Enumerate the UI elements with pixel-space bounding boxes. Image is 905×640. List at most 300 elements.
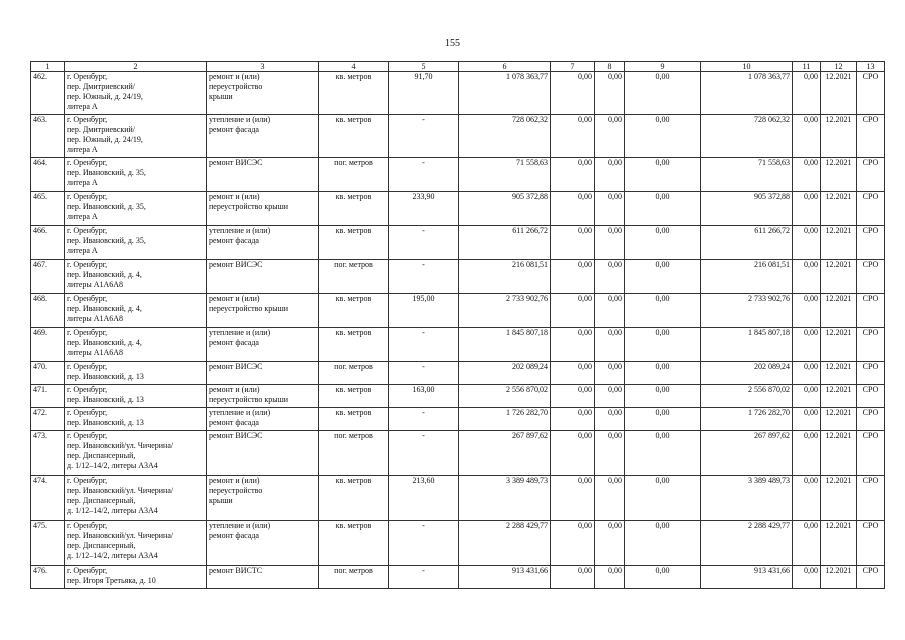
work-type-cell: [207, 226, 319, 260]
address-cell-line: г. Оренбург,: [67, 192, 108, 201]
row-number: 462.: [31, 72, 65, 115]
col10-cell: 1 726 282,70: [701, 408, 793, 431]
row-number: 465.: [31, 192, 65, 226]
col8-cell: 0,00: [595, 476, 625, 521]
col11-cell: 0,00: [793, 385, 821, 408]
volume-cell: -: [389, 115, 459, 158]
address-cell: [65, 260, 207, 294]
volume-cell: 163,00: [389, 385, 459, 408]
col7-cell: 0,00: [551, 294, 595, 328]
address-cell: [65, 408, 207, 431]
row-number: 468.: [31, 294, 65, 328]
col10-cell: 2 288 429,77: [701, 521, 793, 566]
unit-cell: кв. метров: [319, 385, 389, 408]
row-number: 469.: [31, 328, 65, 362]
col7-cell: 0,00: [551, 521, 595, 566]
address-cell-line: пер. Диспансерный,: [67, 541, 136, 550]
work-type-cell-line: утепление и (или): [209, 115, 271, 124]
volume-cell: 195,00: [389, 294, 459, 328]
col10-cell: 1 078 363,77: [701, 72, 793, 115]
work-type-cell: [207, 260, 319, 294]
address-cell-line: пер. Ивановский/ул. Чичерина/: [67, 486, 174, 495]
row-number: 466.: [31, 226, 65, 260]
col10-cell: 913 431,66: [701, 566, 793, 589]
address-cell-line: литеры А1А6А8: [67, 280, 124, 289]
col9-cell: 0,00: [625, 362, 701, 385]
work-type-cell-line: ремонт ВИСТС: [209, 566, 263, 575]
date-cell: 12.2021: [821, 72, 857, 115]
work-type-cell-line: ремонт и (или): [209, 72, 260, 81]
unit-cell: кв. метров: [319, 226, 389, 260]
address-cell-line: г. Оренбург,: [67, 385, 108, 394]
column-header-7: 7: [551, 62, 595, 72]
col10-cell: 611 266,72: [701, 226, 793, 260]
col11-cell: 0,00: [793, 362, 821, 385]
unit-cell: кв. метров: [319, 115, 389, 158]
method-cell: СРО: [857, 260, 885, 294]
address-cell-line: д. 1/12–14/2, литеры А3А4: [67, 506, 158, 515]
col10-cell: 202 089,24: [701, 362, 793, 385]
address-cell: [65, 158, 207, 192]
table-row: [31, 192, 885, 226]
date-cell: 12.2021: [821, 431, 857, 476]
column-header-13: 13: [857, 62, 885, 72]
unit-cell: кв. метров: [319, 192, 389, 226]
address-cell-line: пер. Южный, д. 24/19,: [67, 92, 143, 101]
col7-cell: 0,00: [551, 158, 595, 192]
work-type-cell-line: переустройство крыши: [209, 304, 289, 313]
date-cell: 12.2021: [821, 226, 857, 260]
address-cell-line: пер. Игоря Третьяка, д. 10: [67, 576, 156, 585]
row-number: 476.: [31, 566, 65, 589]
address-cell-line: пер. Диспансерный,: [67, 496, 136, 505]
address-cell-line: г. Оренбург,: [67, 431, 108, 440]
volume-cell: -: [389, 260, 459, 294]
work-type-cell-line: ремонт фасада: [209, 125, 259, 134]
address-cell-line: литера А: [67, 102, 98, 111]
col9-cell: 0,00: [625, 431, 701, 476]
address-cell-line: пер. Ивановский/ул. Чичерина/: [67, 441, 174, 450]
col8-cell: 0,00: [595, 260, 625, 294]
volume-cell: -: [389, 226, 459, 260]
col9-cell: 0,00: [625, 294, 701, 328]
method-cell: СРО: [857, 521, 885, 566]
col10-cell: 1 845 807,18: [701, 328, 793, 362]
work-type-cell-line: переустройство крыши: [209, 202, 289, 211]
col11-cell: 0,00: [793, 226, 821, 260]
col9-cell: 0,00: [625, 385, 701, 408]
col11-cell: 0,00: [793, 431, 821, 476]
col9-cell: 0,00: [625, 521, 701, 566]
col10-cell: 216 081,51: [701, 260, 793, 294]
cost-cell: 1 726 282,70: [459, 408, 551, 431]
col10-cell: 2 556 870,02: [701, 385, 793, 408]
table-row: [31, 260, 885, 294]
address-cell-line: д. 1/12–14/2, литеры А3А4: [67, 551, 158, 560]
table-row: [31, 226, 885, 260]
table-row: [31, 158, 885, 192]
work-type-cell-line: утепление и (или): [209, 226, 271, 235]
row-number: 474.: [31, 476, 65, 521]
col10-cell: 2 733 902,76: [701, 294, 793, 328]
table-body: [31, 72, 885, 589]
col9-cell: 0,00: [625, 72, 701, 115]
unit-cell: кв. метров: [319, 521, 389, 566]
address-cell-line: г. Оренбург,: [67, 72, 108, 81]
unit-cell: пог. метров: [319, 260, 389, 294]
volume-cell: -: [389, 566, 459, 589]
column-header-6: 6: [459, 62, 551, 72]
address-cell-line: г. Оренбург,: [67, 521, 108, 530]
col8-cell: 0,00: [595, 521, 625, 566]
work-type-cell: [207, 192, 319, 226]
cost-cell: 216 081,51: [459, 260, 551, 294]
work-type-cell-line: крыши: [209, 92, 233, 101]
column-header-12: 12: [821, 62, 857, 72]
col8-cell: 0,00: [595, 72, 625, 115]
cost-cell: 1 845 807,18: [459, 328, 551, 362]
unit-cell: пог. метров: [319, 158, 389, 192]
col10-cell: 71 558,63: [701, 158, 793, 192]
work-type-cell-line: ремонт ВИСЭС: [209, 431, 263, 440]
row-number: 464.: [31, 158, 65, 192]
col7-cell: 0,00: [551, 192, 595, 226]
cost-cell: 2 288 429,77: [459, 521, 551, 566]
col10-cell: 728 062,32: [701, 115, 793, 158]
cost-cell: 202 089,24: [459, 362, 551, 385]
volume-cell: -: [389, 408, 459, 431]
address-cell-line: пер. Дмитриевский/: [67, 125, 136, 134]
col10-cell: 267 897,62: [701, 431, 793, 476]
address-cell-line: литера А: [67, 212, 98, 221]
col7-cell: 0,00: [551, 408, 595, 431]
col11-cell: 0,00: [793, 476, 821, 521]
date-cell: 12.2021: [821, 521, 857, 566]
cost-cell: 2 733 902,76: [459, 294, 551, 328]
col10-cell: 905 372,88: [701, 192, 793, 226]
address-cell-line: г. Оренбург,: [67, 260, 108, 269]
cost-cell: 905 372,88: [459, 192, 551, 226]
method-cell: СРО: [857, 294, 885, 328]
column-header-5: 5: [389, 62, 459, 72]
address-cell: [65, 566, 207, 589]
work-type-cell: [207, 408, 319, 431]
col11-cell: 0,00: [793, 566, 821, 589]
work-type-cell: [207, 294, 319, 328]
cost-cell: 611 266,72: [459, 226, 551, 260]
table-row: [31, 328, 885, 362]
date-cell: 12.2021: [821, 260, 857, 294]
work-type-cell: [207, 521, 319, 566]
col9-cell: 0,00: [625, 476, 701, 521]
work-type-cell: [207, 476, 319, 521]
work-type-cell-line: ремонт и (или): [209, 476, 260, 485]
col9-cell: 0,00: [625, 260, 701, 294]
col7-cell: 0,00: [551, 476, 595, 521]
cost-cell: 1 078 363,77: [459, 72, 551, 115]
address-cell-line: пер. Ивановский, д. 13: [67, 372, 144, 381]
address-cell-line: г. Оренбург,: [67, 158, 108, 167]
capital-repair-table: [30, 61, 885, 589]
address-cell: [65, 328, 207, 362]
address-cell: [65, 362, 207, 385]
unit-cell: кв. метров: [319, 408, 389, 431]
row-number: 472.: [31, 408, 65, 431]
column-header-10: 10: [701, 62, 793, 72]
work-type-cell-line: ремонт ВИСЭС: [209, 362, 263, 371]
address-cell-line: г. Оренбург,: [67, 226, 108, 235]
address-cell-line: г. Оренбург,: [67, 328, 108, 337]
work-type-cell: [207, 362, 319, 385]
cost-cell: 2 556 870,02: [459, 385, 551, 408]
address-cell-line: г. Оренбург,: [67, 566, 108, 575]
col9-cell: 0,00: [625, 226, 701, 260]
col9-cell: 0,00: [625, 158, 701, 192]
method-cell: СРО: [857, 328, 885, 362]
col9-cell: 0,00: [625, 115, 701, 158]
method-cell: СРО: [857, 226, 885, 260]
address-cell-line: пер. Ивановский, д. 4,: [67, 270, 142, 279]
row-number: 475.: [31, 521, 65, 566]
work-type-cell: [207, 566, 319, 589]
work-type-cell-line: ремонт ВИСЭС: [209, 158, 263, 167]
table-row: [31, 294, 885, 328]
unit-cell: кв. метров: [319, 294, 389, 328]
work-type-cell: [207, 431, 319, 476]
col7-cell: 0,00: [551, 566, 595, 589]
col7-cell: 0,00: [551, 431, 595, 476]
column-header-8: 8: [595, 62, 625, 72]
address-cell-line: пер. Южный, д. 24/19,: [67, 135, 143, 144]
work-type-cell: [207, 385, 319, 408]
col9-cell: 0,00: [625, 566, 701, 589]
address-cell-line: пер. Ивановский, д. 35,: [67, 202, 146, 211]
date-cell: 12.2021: [821, 115, 857, 158]
work-type-cell: [207, 72, 319, 115]
work-type-cell-line: ремонт фасада: [209, 338, 259, 347]
address-cell-line: пер. Ивановский, д. 35,: [67, 236, 146, 245]
col8-cell: 0,00: [595, 115, 625, 158]
address-cell-line: литеры А1А6А8: [67, 348, 124, 357]
col11-cell: 0,00: [793, 72, 821, 115]
address-cell: [65, 226, 207, 260]
address-cell-line: г. Оренбург,: [67, 408, 108, 417]
work-type-cell: [207, 328, 319, 362]
col8-cell: 0,00: [595, 294, 625, 328]
table-row: [31, 521, 885, 566]
volume-cell: 91,70: [389, 72, 459, 115]
address-cell-line: г. Оренбург,: [67, 362, 108, 371]
address-cell-line: пер. Диспансерный,: [67, 451, 136, 460]
address-cell: [65, 294, 207, 328]
col9-cell: 0,00: [625, 408, 701, 431]
row-number: 473.: [31, 431, 65, 476]
method-cell: СРО: [857, 385, 885, 408]
col8-cell: 0,00: [595, 158, 625, 192]
unit-cell: пог. метров: [319, 431, 389, 476]
work-type-cell-line: ремонт фасада: [209, 418, 259, 427]
table-row: [31, 476, 885, 521]
address-cell-line: пер. Ивановский/ул. Чичерина/: [67, 531, 174, 540]
column-header-11: 11: [793, 62, 821, 72]
col11-cell: 0,00: [793, 521, 821, 566]
cost-cell: 71 558,63: [459, 158, 551, 192]
work-type-cell-line: переустройство: [209, 82, 263, 91]
volume-cell: 213,60: [389, 476, 459, 521]
col11-cell: 0,00: [793, 115, 821, 158]
col8-cell: 0,00: [595, 408, 625, 431]
volume-cell: -: [389, 362, 459, 385]
method-cell: СРО: [857, 476, 885, 521]
address-cell-line: литера А: [67, 246, 98, 255]
col10-cell: 3 389 489,73: [701, 476, 793, 521]
date-cell: 12.2021: [821, 385, 857, 408]
work-type-cell-line: утепление и (или): [209, 328, 271, 337]
address-cell-line: г. Оренбург,: [67, 115, 108, 124]
address-cell-line: пер. Ивановский, д. 4,: [67, 304, 142, 313]
address-cell-line: г. Оренбург,: [67, 294, 108, 303]
col8-cell: 0,00: [595, 362, 625, 385]
col11-cell: 0,00: [793, 158, 821, 192]
address-cell: [65, 192, 207, 226]
work-type-cell-line: переустройство: [209, 486, 263, 495]
method-cell: СРО: [857, 431, 885, 476]
table-row: [31, 115, 885, 158]
work-type-cell-line: ремонт фасада: [209, 236, 259, 245]
table-row: [31, 72, 885, 115]
work-type-cell-line: утепление и (или): [209, 521, 271, 530]
address-cell-line: пер. Ивановский, д. 13: [67, 395, 144, 404]
work-type-cell-line: ремонт ВИСЭС: [209, 260, 263, 269]
table-row: [31, 566, 885, 589]
col7-cell: 0,00: [551, 72, 595, 115]
method-cell: СРО: [857, 362, 885, 385]
work-type-cell-line: ремонт и (или): [209, 294, 260, 303]
col8-cell: 0,00: [595, 566, 625, 589]
header-row: [31, 62, 885, 72]
method-cell: СРО: [857, 72, 885, 115]
date-cell: 12.2021: [821, 476, 857, 521]
address-cell: [65, 431, 207, 476]
unit-cell: пог. метров: [319, 566, 389, 589]
col7-cell: 0,00: [551, 328, 595, 362]
work-type-cell-line: ремонт и (или): [209, 192, 260, 201]
unit-cell: кв. метров: [319, 72, 389, 115]
volume-cell: -: [389, 431, 459, 476]
address-cell: [65, 72, 207, 115]
cost-cell: 267 897,62: [459, 431, 551, 476]
date-cell: 12.2021: [821, 158, 857, 192]
work-type-cell: [207, 115, 319, 158]
column-header-2: 2: [65, 62, 207, 72]
row-number: 471.: [31, 385, 65, 408]
col7-cell: 0,00: [551, 362, 595, 385]
col11-cell: 0,00: [793, 328, 821, 362]
col7-cell: 0,00: [551, 385, 595, 408]
volume-cell: 233,90: [389, 192, 459, 226]
col8-cell: 0,00: [595, 385, 625, 408]
date-cell: 12.2021: [821, 408, 857, 431]
row-number: 463.: [31, 115, 65, 158]
cost-cell: 728 062,32: [459, 115, 551, 158]
col11-cell: 0,00: [793, 260, 821, 294]
address-cell: [65, 521, 207, 566]
row-number: 467.: [31, 260, 65, 294]
col9-cell: 0,00: [625, 328, 701, 362]
column-header-1: 1: [31, 62, 65, 72]
col7-cell: 0,00: [551, 226, 595, 260]
unit-cell: кв. метров: [319, 476, 389, 521]
address-cell-line: пер. Дмитриевский/: [67, 82, 136, 91]
cost-cell: 3 389 489,73: [459, 476, 551, 521]
col11-cell: 0,00: [793, 294, 821, 328]
address-cell: [65, 115, 207, 158]
method-cell: СРО: [857, 158, 885, 192]
address-cell-line: г. Оренбург,: [67, 476, 108, 485]
unit-cell: кв. метров: [319, 328, 389, 362]
address-cell-line: пер. Ивановский, д. 4,: [67, 338, 142, 347]
address-cell-line: пер. Ивановский, д. 35,: [67, 168, 146, 177]
column-header-4: 4: [319, 62, 389, 72]
col8-cell: 0,00: [595, 226, 625, 260]
table-row: [31, 431, 885, 476]
col8-cell: 0,00: [595, 192, 625, 226]
work-type-cell: [207, 158, 319, 192]
col7-cell: 0,00: [551, 260, 595, 294]
table-row: [31, 385, 885, 408]
date-cell: 12.2021: [821, 362, 857, 385]
method-cell: СРО: [857, 192, 885, 226]
column-header-9: 9: [625, 62, 701, 72]
date-cell: 12.2021: [821, 294, 857, 328]
column-header-3: 3: [207, 62, 319, 72]
volume-cell: -: [389, 328, 459, 362]
cost-cell: 913 431,66: [459, 566, 551, 589]
row-number: 470.: [31, 362, 65, 385]
method-cell: СРО: [857, 408, 885, 431]
unit-cell: пог. метров: [319, 362, 389, 385]
address-cell: [65, 476, 207, 521]
address-cell-line: литеры А1А6А8: [67, 314, 124, 323]
work-type-cell-line: крыши: [209, 496, 233, 505]
date-cell: 12.2021: [821, 328, 857, 362]
address-cell-line: пер. Ивановский, д. 13: [67, 418, 144, 427]
table-row: [31, 362, 885, 385]
work-type-cell-line: утепление и (или): [209, 408, 271, 417]
address-cell: [65, 385, 207, 408]
volume-cell: -: [389, 158, 459, 192]
work-type-cell-line: ремонт фасада: [209, 531, 259, 540]
col7-cell: 0,00: [551, 115, 595, 158]
date-cell: 12.2021: [821, 192, 857, 226]
method-cell: СРО: [857, 566, 885, 589]
volume-cell: -: [389, 521, 459, 566]
method-cell: СРО: [857, 115, 885, 158]
col11-cell: 0,00: [793, 192, 821, 226]
col9-cell: 0,00: [625, 192, 701, 226]
address-cell-line: литера А: [67, 145, 98, 154]
col8-cell: 0,00: [595, 431, 625, 476]
work-type-cell-line: переустройство крыши: [209, 395, 289, 404]
col11-cell: 0,00: [793, 408, 821, 431]
page-number: 155: [445, 38, 460, 49]
address-cell-line: литера А: [67, 178, 98, 187]
date-cell: 12.2021: [821, 566, 857, 589]
address-cell-line: д. 1/12–14/2, литеры А3А4: [67, 461, 158, 470]
table-row: [31, 408, 885, 431]
work-type-cell-line: ремонт и (или): [209, 385, 260, 394]
col8-cell: 0,00: [595, 328, 625, 362]
